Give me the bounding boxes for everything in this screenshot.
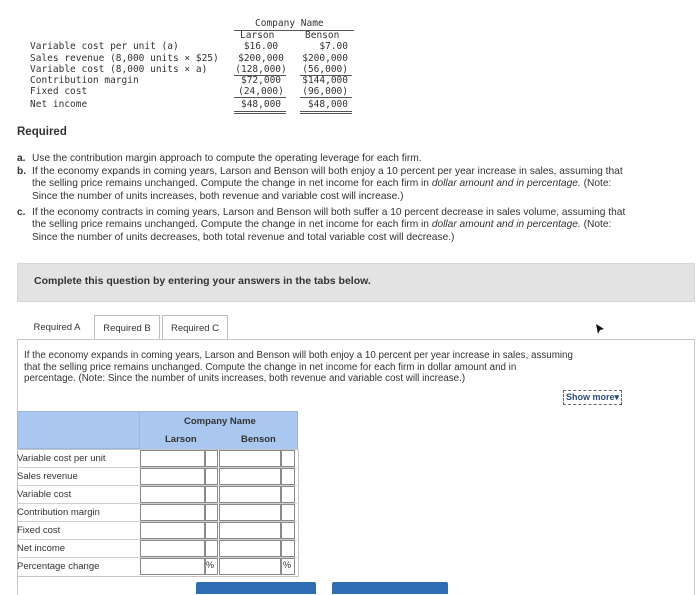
larson-input[interactable] [140, 468, 205, 485]
benson-aux-cell[interactable] [281, 468, 295, 485]
total-rule [300, 113, 352, 114]
prompt-line: percentage. (Note: Since the number of units increases, both revenue and variable cost will increase.) [24, 373, 466, 384]
grid-col-larson: Larson [165, 434, 197, 445]
requirement-line [32, 178, 623, 190]
text-run: the selling price remains unchanged. Compute the change in net income for each firm in [32, 178, 432, 190]
benson-aux-cell[interactable] [281, 540, 295, 557]
benson-value: (96,000) [302, 86, 348, 97]
requirement-line: Since the number of units increases, both revenue and variable cost will increase.) [32, 190, 404, 202]
requirement-line [32, 219, 625, 231]
requirement-a [17, 153, 697, 166]
benson-input[interactable] [219, 504, 281, 521]
grid-row-label: Variable cost per unit [17, 453, 106, 464]
benson-aux-cell[interactable] [281, 486, 295, 503]
benson-value: $7.00 [319, 41, 348, 52]
benson-aux-cell[interactable] [281, 522, 295, 539]
tab-label: Required A [33, 321, 81, 333]
larson-value: $200,000 [238, 53, 284, 64]
larson-aux-cell[interactable] [205, 468, 218, 485]
benson-input[interactable] [219, 540, 281, 557]
larson-input[interactable] [140, 522, 205, 539]
benson-input[interactable] [219, 558, 281, 575]
grid-row-label: Variable cost [17, 489, 72, 500]
benson-input[interactable] [219, 486, 281, 503]
show-more-button[interactable]: Show more▾ [563, 390, 622, 405]
instruction-text: Complete this question by entering your answers in the tabs below. [34, 275, 371, 287]
benson-aux-cell[interactable] [281, 450, 295, 467]
larson-aux-cell[interactable] [205, 540, 218, 557]
benson-input[interactable] [219, 522, 281, 539]
larson-aux-cell[interactable] [205, 522, 218, 539]
larson-value: (24,000) [238, 86, 284, 97]
tab-required-a[interactable] [22, 315, 92, 339]
grid-row-label: Sales revenue [17, 471, 78, 482]
table-header-company-name: Company Name [255, 18, 324, 29]
requirement-text [32, 207, 625, 244]
tab-required-b[interactable] [94, 315, 160, 340]
larson-input[interactable] [140, 486, 205, 503]
instruction-banner [17, 263, 695, 302]
larson-value: $48,000 [240, 99, 282, 110]
larson-value: (128,000) [235, 64, 287, 75]
requirement-line: If the economy contracts in coming years, Larson and Benson will both suffer a 10 percent decrease in sales volume, assuming that [32, 207, 626, 218]
grid-row-label: Percentage change [17, 561, 100, 572]
tab-label: Required C [170, 322, 220, 334]
tab-label: Required B [103, 322, 151, 334]
benson-input[interactable] [219, 450, 281, 467]
requirement-letter: c. [17, 207, 26, 218]
row-label: Contribution margin [30, 75, 139, 86]
larson-aux-cell[interactable] [205, 486, 218, 503]
requirement-letter: a. [17, 153, 26, 164]
benson-value: (56,000) [302, 64, 348, 75]
col-header-benson: Benson [305, 30, 340, 41]
benson-input[interactable] [219, 468, 281, 485]
benson-aux-cell[interactable] [281, 504, 295, 521]
required-heading: Required [17, 126, 67, 138]
percent-sign: % [283, 560, 292, 570]
benson-value: $48,000 [307, 99, 348, 110]
col-header-larson: Larson [240, 30, 275, 41]
larson-input[interactable] [140, 450, 205, 467]
prompt-line: If the economy expands in coming years, Larson and Benson will both enjoy a 10 percent per year increase in sales, assuming [24, 350, 573, 361]
text-run: the selling price remains unchanged. Compute the change in net income for each firm in [32, 219, 432, 231]
subtotal-rule [300, 97, 352, 98]
mouse-cursor-icon [595, 323, 605, 335]
requirement-text [32, 166, 623, 203]
emphasis-text: dollar amount and in percentage. [431, 219, 581, 231]
requirement-text: Use the contribution margin approach to compute the operating leverage for each firm. [32, 153, 422, 164]
row-label: Fixed cost [30, 86, 88, 97]
requirement-b [17, 166, 697, 204]
row-label: Variable cost (8,000 units × a) [30, 64, 208, 75]
tab-required-c[interactable] [162, 315, 228, 340]
grid-row-label: Contribution margin [17, 507, 100, 518]
larson-input[interactable] [140, 558, 205, 575]
larson-aux-cell[interactable] [205, 504, 218, 521]
emphasis-text: dollar amount and in percentage. [431, 178, 581, 190]
total-rule [234, 111, 286, 112]
larson-aux-cell[interactable] [205, 450, 218, 467]
text-run: (Note: [580, 219, 612, 231]
larson-value: $16.00 [243, 41, 279, 52]
prev-tab-button[interactable] [196, 582, 316, 594]
larson-input[interactable] [140, 540, 205, 557]
grid-row-label: Net income [17, 543, 66, 554]
next-tab-button[interactable] [332, 582, 448, 594]
row-label: Net income [30, 99, 88, 110]
total-rule [234, 113, 286, 114]
row-label: Sales revenue (8,000 units × $25) [30, 53, 219, 64]
requirement-letter: b. [17, 166, 27, 177]
percent-sign: % [206, 560, 215, 570]
larson-input[interactable] [140, 504, 205, 521]
panel-prompt [24, 350, 684, 385]
grid-col-benson: Benson [241, 434, 276, 445]
benson-value: $200,000 [302, 53, 348, 64]
text-run: (Note: [580, 178, 612, 190]
requirement-line: If the economy expands in coming years, Larson and Benson will both enjoy a 10 percent per year increase in sales, assuming that [32, 166, 623, 177]
grid-row-label: Fixed cost [17, 525, 61, 536]
requirement-line: Since the number of units decreases, both total revenue and total variable cost will decrease.) [32, 231, 455, 243]
prompt-line: that the selling price remains unchanged. Compute the change in net income for each firm in dollar amount and in [24, 361, 517, 373]
larson-value: $72,000 [240, 75, 282, 86]
total-rule [300, 111, 352, 112]
row-label: Variable cost per unit (a) [30, 41, 179, 52]
subtotal-rule [234, 97, 286, 98]
answer-grid-header [139, 411, 298, 451]
answer-grid-label-header [17, 411, 139, 449]
requirement-c [17, 207, 697, 245]
grid-header-company-name: Company Name [184, 416, 256, 427]
benson-value: $144,000 [302, 75, 348, 86]
